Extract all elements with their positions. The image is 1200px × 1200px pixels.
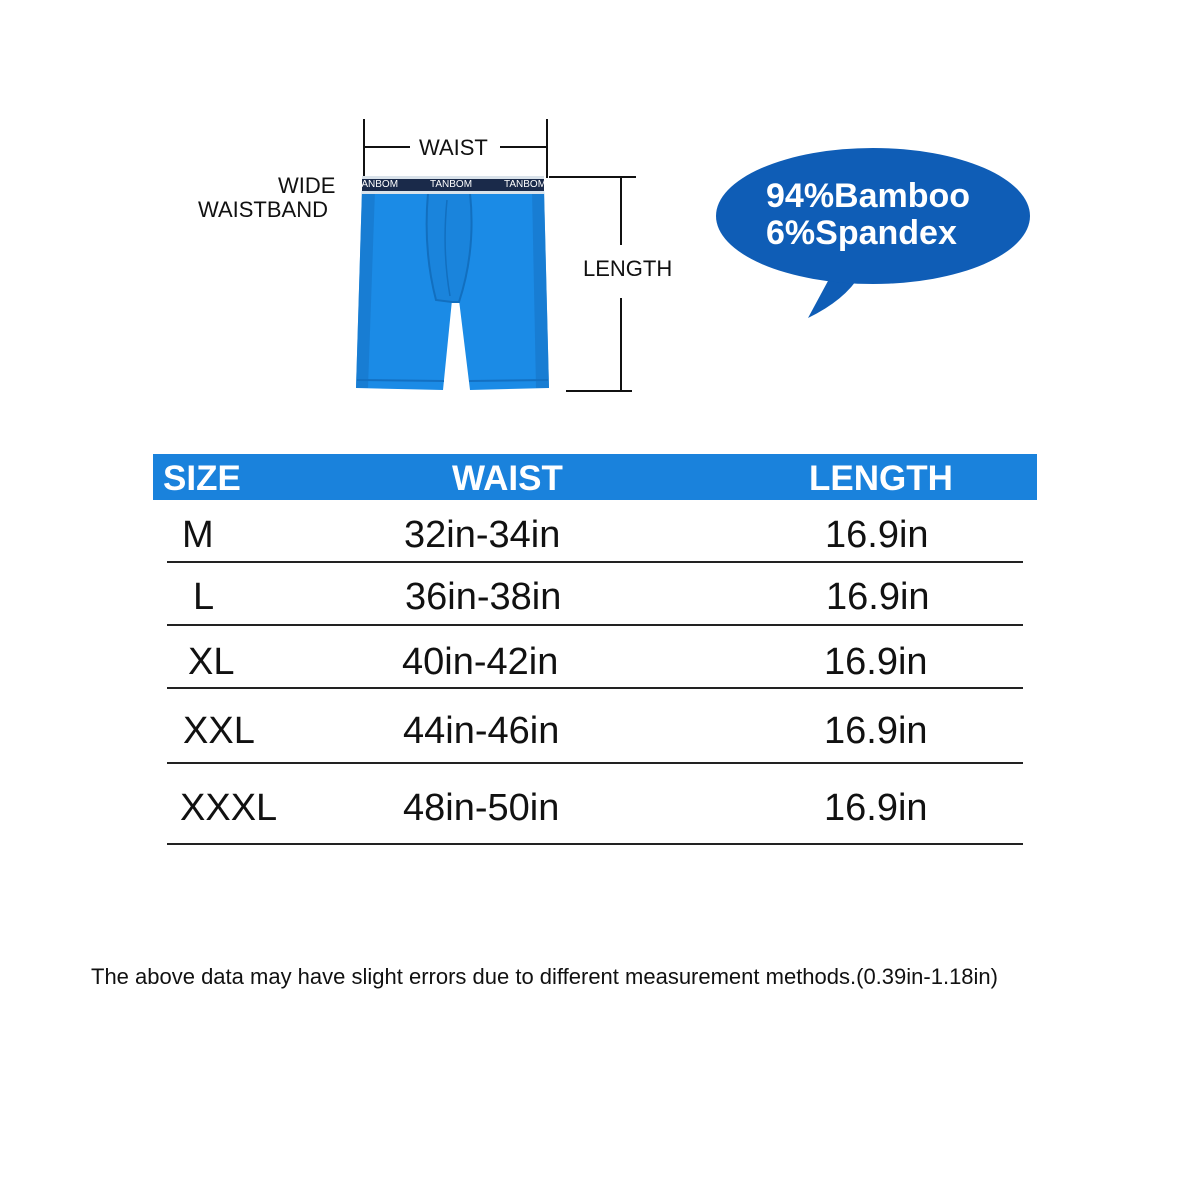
cell-length: 16.9in	[824, 710, 928, 752]
material-text	[766, 178, 970, 252]
table-row	[167, 563, 1023, 625]
length-label: LENGTH	[583, 256, 673, 281]
cell-size: XXL	[183, 710, 255, 752]
waist-label: WAIST	[419, 135, 488, 160]
row-divider	[167, 843, 1023, 845]
cell-size: L	[193, 576, 215, 618]
cell-length: 16.9in	[826, 576, 930, 618]
cell-length: 16.9in	[825, 514, 929, 556]
table-row	[167, 626, 1023, 688]
material-line-1: 94%Bamboo	[766, 177, 971, 215]
cell-waist: 36in-38in	[405, 576, 562, 618]
cell-size: M	[182, 514, 214, 556]
cell-waist: 40in-42in	[402, 641, 559, 683]
waistband-brand-text: TANBOM TANBOM TANBOM	[356, 179, 547, 190]
cell-size: XXXL	[180, 787, 278, 829]
cell-waist: 32in-34in	[404, 514, 561, 556]
wide-label: WIDE	[278, 173, 336, 198]
cell-length: 16.9in	[824, 787, 928, 829]
product-diagram	[0, 0, 1200, 440]
size-table-header	[153, 454, 1037, 500]
table-row	[167, 689, 1023, 763]
header-waist: WAIST	[452, 459, 563, 498]
length-dimension	[549, 177, 636, 391]
cell-waist: 48in-50in	[403, 787, 560, 829]
header-size: SIZE	[163, 459, 241, 498]
header-length: LENGTH	[809, 459, 953, 498]
table-row	[167, 764, 1023, 844]
waistband-label: WAISTBAND	[198, 197, 328, 222]
cell-waist: 44in-46in	[403, 710, 560, 752]
boxer-brief-image	[356, 176, 549, 390]
material-line-2: 6%Spandex	[766, 214, 957, 252]
cell-size: XL	[188, 641, 235, 683]
measurement-note: The above data may have slight errors due to different measurement methods.(0.39in-1.18in)	[91, 964, 998, 989]
table-row	[167, 500, 1023, 562]
cell-length: 16.9in	[824, 641, 928, 683]
